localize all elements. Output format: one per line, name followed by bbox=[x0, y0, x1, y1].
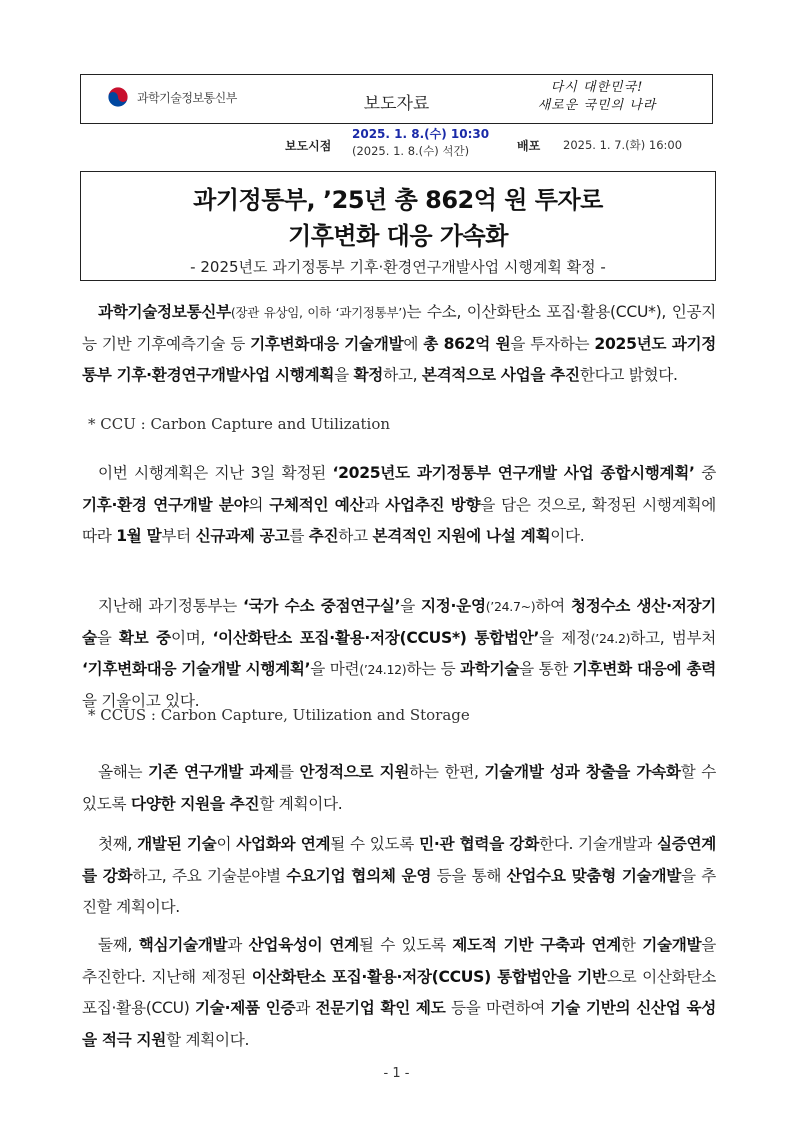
embargo-label: 보도시점 bbox=[285, 139, 332, 153]
title-box bbox=[80, 171, 716, 281]
handwritten-slogan bbox=[512, 79, 682, 123]
embargo-sub: (2025. 1. 8.(수) 석간) bbox=[352, 144, 470, 158]
distribution-date: 2025. 1. 7.(화) 16:00 bbox=[563, 138, 683, 152]
headline-line-2: 기후변화 대응 가속화 bbox=[288, 222, 508, 250]
paragraph-3: 지난해 과기정통부는 ‘국가 수소 중점연구실’을 지정·운영(’24.7~)하여 청정수소 생산·저장기술을 확보 중이며, ‘이산화탄소 포집·활용·저장(CCUS*) 통합법안’을 제정(’24.2)하고, 범부처 ‘기후변화대응 기술개발 시행계획’을 마련(’24.12)하는 등 과학기술을 통한 기후변화 대응에 총력을 기울이고 있다. bbox=[82, 597, 717, 710]
paragraph-6: 둘째, 핵심기술개발과 산업육성이 연계될 수 있도록 제도적 기반 구축과 연계한 기술개발을 추진한다. 지난해 제정된 이산화탄소 포집·활용·저장(CCUS) 통합법안을 기반으로 이산화탄소 포집·활용(CCU) 기술·제품 인증과 전문기업 확인 제도 등을 마련하여 기술 기반의 신산업 육성을 적극 지원할 계획이다. bbox=[82, 936, 717, 1049]
org-name: 과학기술정보통신부 bbox=[137, 90, 237, 105]
slogan-line-2: 새로운 국민의 나라 bbox=[537, 98, 657, 113]
paragraph-1: 과학기술정보통신부(장관 유상임, 이하 ‘과기정통부’)는 수소, 이산화탄소 포집·활용(CCU*), 인공지능 기반 기후예측기술 등 기후변화대응 기술개발에 총 862억 원을 투자하는 2025년도 과기정통부 기후·환경연구개발사업 시행계획을 확정하고, 본격적으로 사업을 추진한다고 밝혔다. bbox=[82, 303, 717, 384]
distribution-label: 배포 bbox=[517, 139, 541, 153]
paragraph-5: 첫째, 개발된 기술이 사업화와 연계될 수 있도록 민·관 협력을 강화한다. 기술개발과 실증연계를 강화하고, 주요 기술분야별 수요기업 협의체 운영 등을 통해 산업수요 맞춤형 기술개발을 추진할 계획이다. bbox=[82, 835, 717, 916]
footnote-ccu: * CCU : Carbon Capture and Utilization bbox=[88, 415, 391, 433]
slogan-line-1: 다시 대한민국! bbox=[550, 80, 644, 95]
paragraph-4: 올해는 기존 연구개발 과제를 안정적으로 지원하는 한편, 기술개발 성과 창출을 가속화할 수 있도록 다양한 지원을 추진할 계획이다. bbox=[82, 763, 716, 813]
subtitle: - 2025년도 과기정통부 기후·환경연구개발사업 시행계획 확정 - bbox=[190, 258, 606, 276]
header-box bbox=[80, 74, 713, 124]
embargo-date: 2025. 1. 8.(수) 10:30 bbox=[352, 127, 490, 141]
doc-type: 보도자료 bbox=[363, 94, 430, 114]
headline-line-1: 과기정통부, ’25년 총 862억 원 투자로 bbox=[193, 186, 603, 214]
footnote-ccus: * CCUS : Carbon Capture, Utilization and Storage bbox=[88, 706, 470, 724]
paragraph-2: 이번 시행계획은 지난 3일 확정된 ‘2025년도 과기정통부 연구개발 사업 종합시행계획’ 중 기후·환경 연구개발 분야의 구체적인 예산과 사업추진 방향을 담은 것으로, 확정된 시행계획에 따라 1월 말부터 신규과제 공고를 추진하고 본격적인 지원에 나설 계획이다. bbox=[82, 464, 717, 545]
page-number: - 1 - bbox=[383, 1066, 410, 1081]
